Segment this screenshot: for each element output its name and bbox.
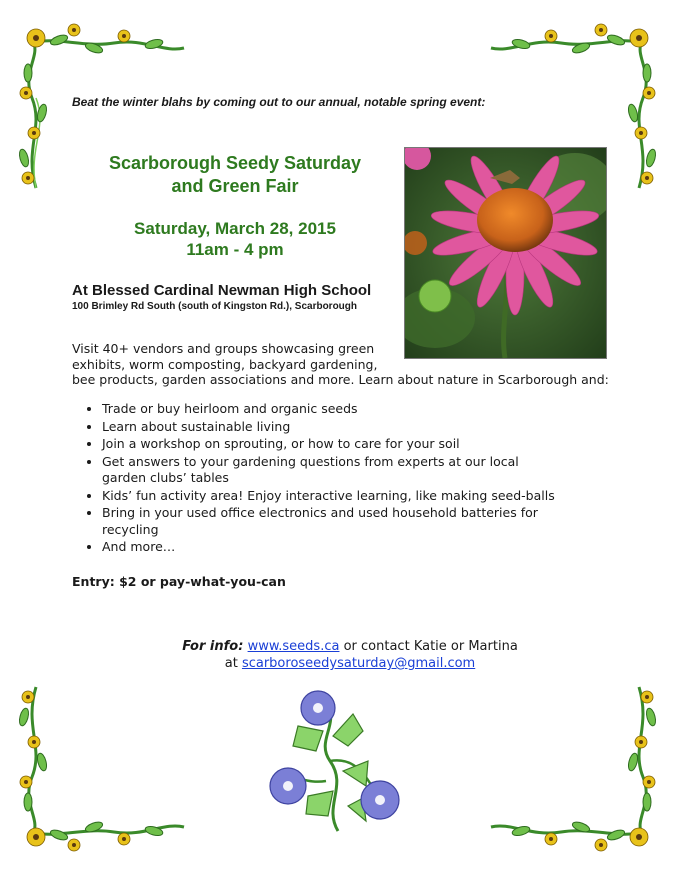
list-item: • Bring in your used office electronics and used household batteries for recycling [102, 505, 592, 538]
event-datetime [70, 218, 400, 260]
list-item: • Join a workshop on sprouting, or how to care for your soil [102, 436, 592, 453]
event-date: Saturday, March 28, 2015 [134, 219, 336, 238]
event-description [72, 341, 609, 388]
event-title [70, 152, 400, 198]
description-line1: Visit 40+ vendors and groups showcasing green [72, 341, 375, 356]
venue-name: At Blessed Cardinal Newman High School [72, 282, 372, 299]
list-item: • Learn about sustainable living [102, 419, 592, 436]
info-label: For info: [182, 639, 244, 654]
list-item: • Get answers to your gardening questions from experts at our local garden clubs’ tables [102, 454, 562, 487]
website-link[interactable]: www.seeds.ca [247, 639, 340, 654]
morning-glory-illustration [268, 686, 408, 836]
list-item: • Kids’ fun activity area! Enjoy interactive learning, like making seed-balls [102, 488, 592, 505]
floral-corner-bottom-left [14, 672, 189, 857]
contact-info [150, 638, 550, 672]
event-time: 11am - 4 pm [186, 240, 284, 259]
list-item: • And more… [102, 539, 592, 556]
intro-text: Beat the winter blahs by coming out to our annual, notable spring event: [72, 95, 486, 109]
coneflower-photo [404, 147, 607, 359]
contact-names: or contact Katie or Martina [339, 639, 518, 654]
email-link[interactable]: scarboroseedysaturday@gmail.com [241, 656, 476, 671]
list-item: • Trade or buy heirloom and organic seeds [102, 401, 592, 418]
floral-corner-bottom-right [486, 672, 661, 857]
at-label: at [224, 656, 242, 671]
venue-address: 100 Brimley Rd South (south of Kingston Rd.), Scarborough [72, 301, 358, 312]
entry-fee: Entry: $2 or pay-what-you-can [72, 574, 286, 589]
activities-list [72, 401, 592, 557]
event-title-line1: Scarborough Seedy Saturday [108, 153, 362, 173]
description-line3: bee products, garden associations and more. Learn about nature in Scarborough and: [72, 372, 609, 387]
description-line2: exhibits, worm composting, backyard gardening, [72, 356, 378, 372]
event-title-line2: and Green Fair [171, 176, 299, 196]
